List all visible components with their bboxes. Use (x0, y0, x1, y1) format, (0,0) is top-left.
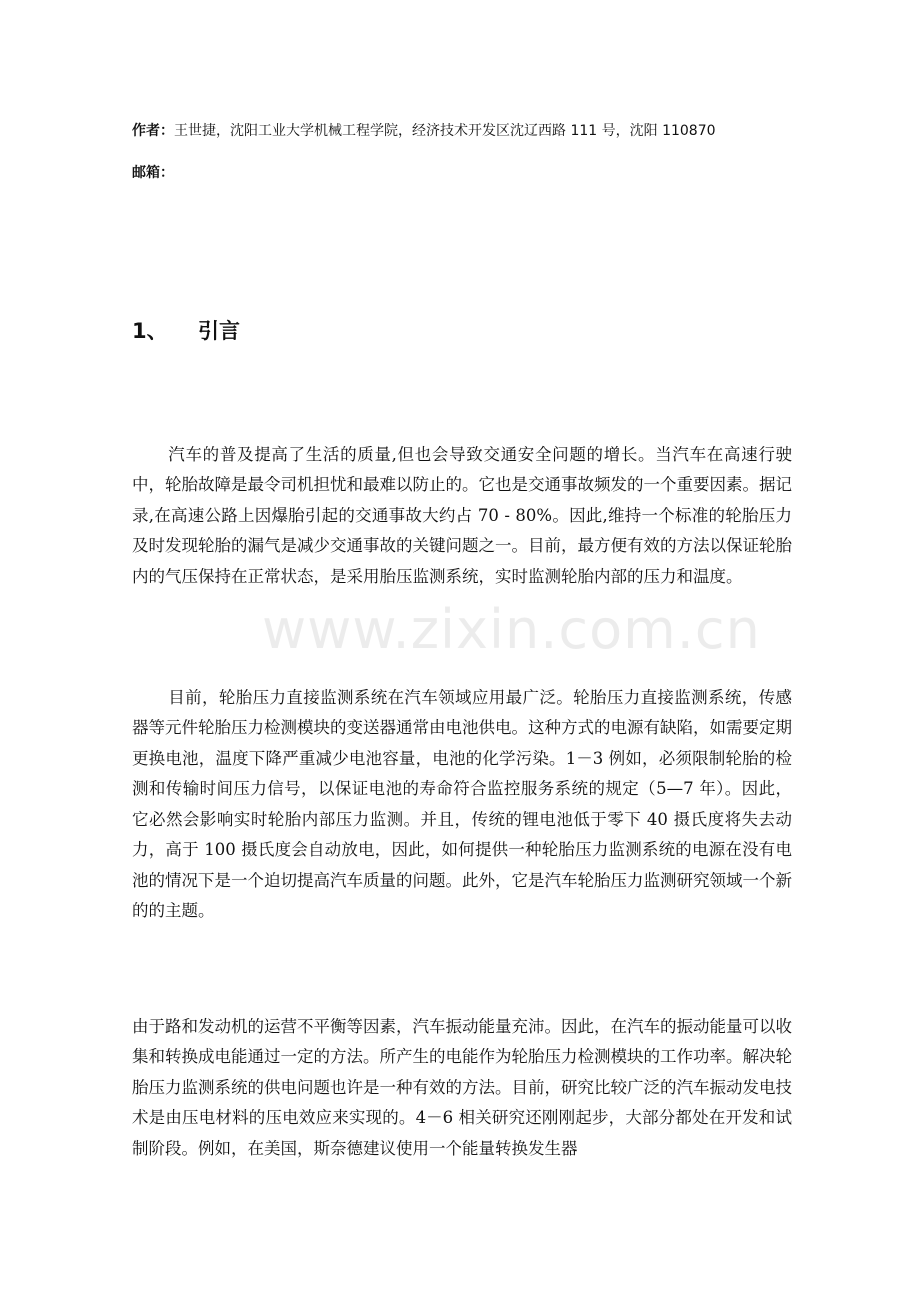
author-line (132, 121, 716, 141)
section-title: 引言 (198, 319, 240, 343)
section-number: 1、 (132, 319, 168, 343)
author-label: 作者： (132, 123, 174, 139)
email-label: 邮箱： (132, 165, 174, 181)
paragraph-direct-monitoring: 目前，轮胎压力直接监测系统在汽车领域应用最广泛。轮胎压力直接监测系统，传感器等元件轮胎压力检测模块的变送器通常由电池供电。这种方式的电源有缺陷，如需要定期更换电池，温度下降严重减少电池容量，电池的化学污染。1－3 例如，必须限制轮胎的检测和传输时间压力信号，以保证电池的寿命符合监控服务系统的规定（5—7 年）。因此，它必然会影响实时轮胎内部压力监测。并且，传统的锂电池低于零下 40 摄氏度将失去动力，高于 100 摄氏度会自动放电，因此，如何提供一种轮胎压力监测系统的电源在没有电池的情况下是一个迫切提高汽车质量的问题。此外，它是汽车轮胎压力监测研究领域一个新的的主题。 (132, 687, 792, 920)
site-watermark: www.zixin.com.cn (262, 598, 761, 661)
paragraph-intro: 汽车的普及提高了生活的质量,但也会导致交通安全问题的增长。当汽车在高速行驶中，轮胎故障是最令司机担忧和最难以防止的。它也是交通事故频发的一个重要因素。据记录,在高速公路上因爆胎引起的交通事故大约占 70 - 80%。因此,维持一个标准的轮胎压力及时发现轮胎的漏气是减少交通事故的关键问题之一。目前，最方便有效的方法以保证轮胎内的气压保持在正常状态，是采用胎压监测系统，实时监测轮胎内部的压力和温度。 (132, 444, 792, 586)
author-value: 王世捷，沈阳工业大学机械工程学院，经济技术开发区沈辽西路 111 号，沈阳 110870 (174, 123, 716, 139)
paragraph-vibration-energy: 由于路和发动机的运营不平衡等因素，汽车振动能量充沛。因此，在汽车的振动能量可以收集和转换成电能通过一定的方法。所产生的电能作为轮胎压力检测模块的工作功率。解决轮胎压力监测系统的供电问题也许是一种有效的方法。目前，研究比较广泛的汽车振动发电技术是由压电材料的压电效应来实现的。4－6 相关研究还刚刚起步，大部分都处在开发和试制阶段。例如，在美国，斯奈德建议使用一个能量转换发生器 (132, 1016, 792, 1158)
section-heading (132, 316, 240, 346)
email-line (132, 163, 174, 183)
